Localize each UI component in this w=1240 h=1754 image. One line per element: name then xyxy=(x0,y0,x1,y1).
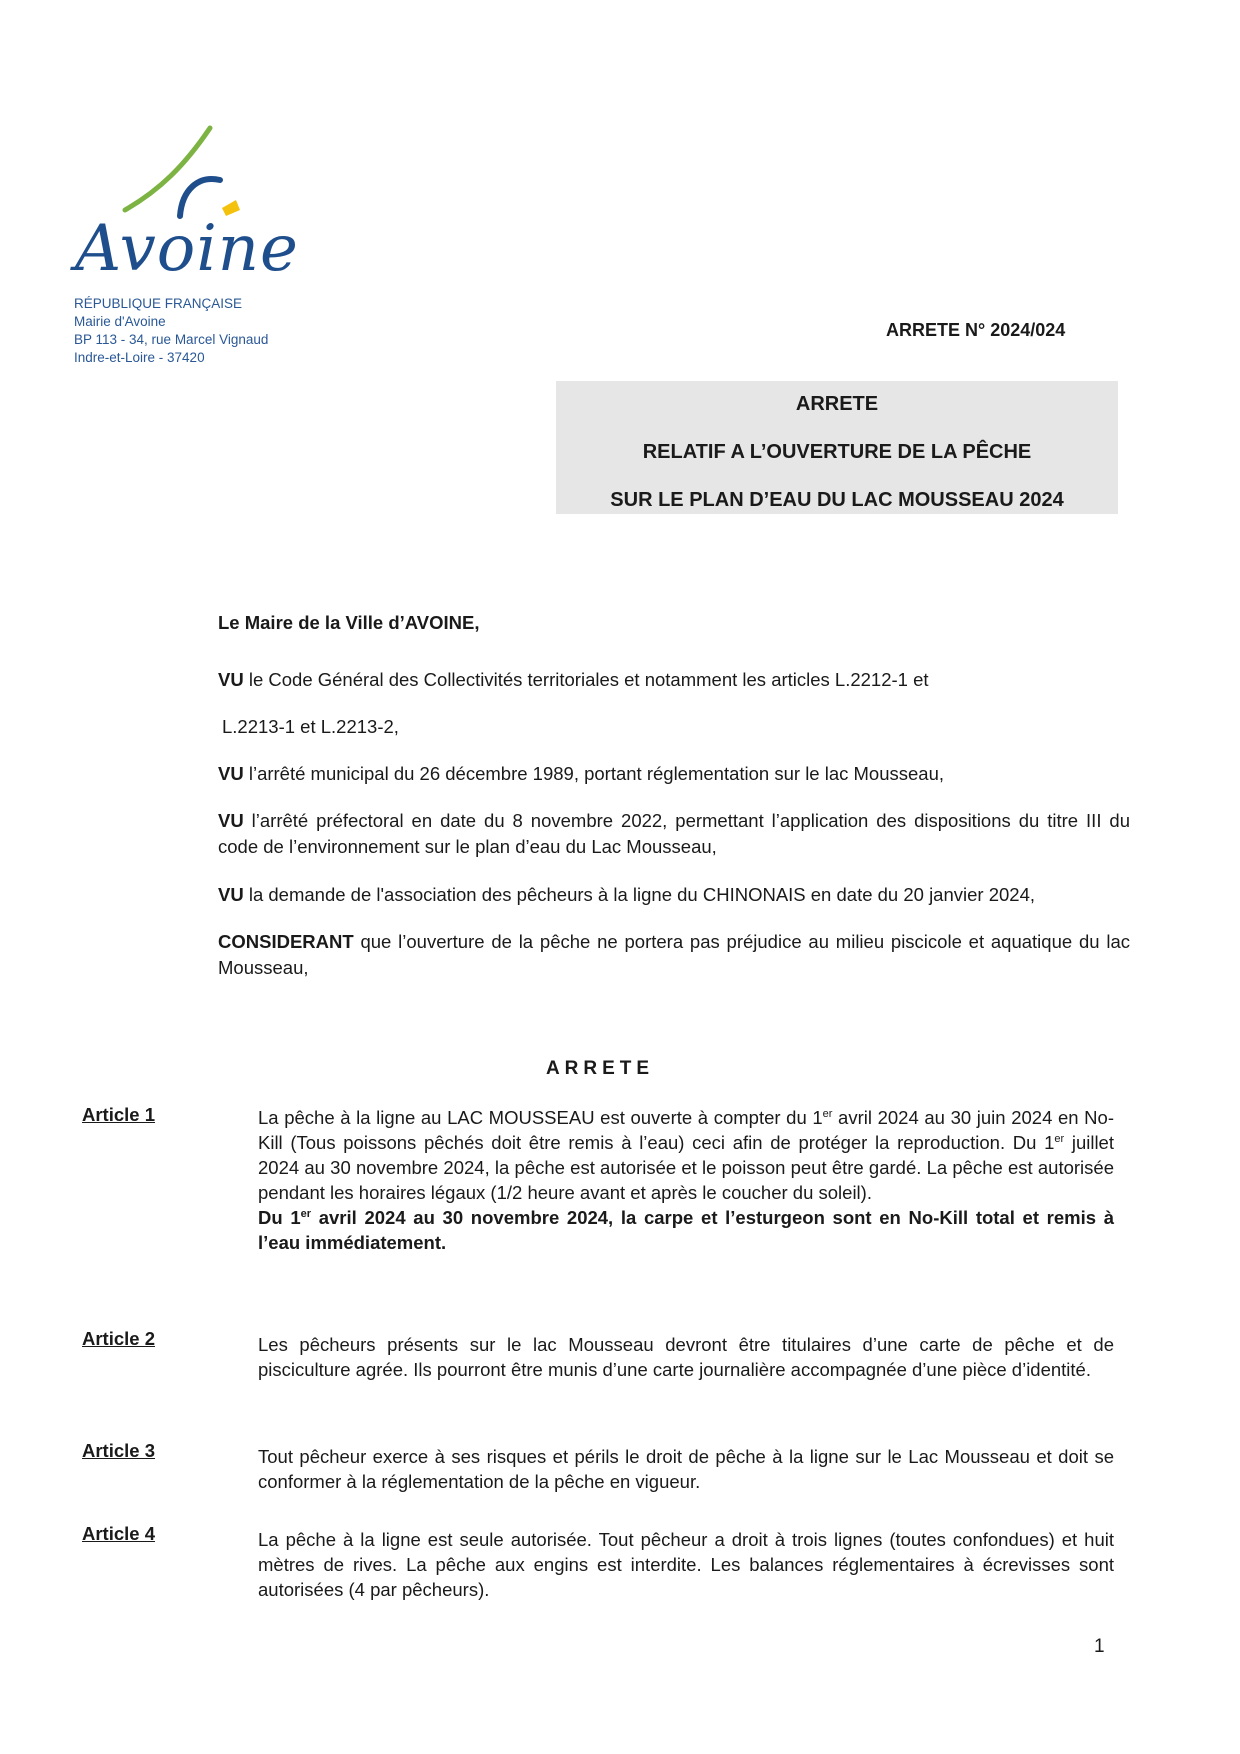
article-1-text-part: avril 2024 au 30 juin 2024 en No-Kill (Tous poissons pêchés doit être remis à l’eau) ceci afin de protéger la reproduction. Du 1 xyxy=(258,1107,1114,1153)
title-line-1: ARRETE xyxy=(795,393,879,415)
logo-wordmark: Avoine xyxy=(75,212,299,286)
article-2-text: Les pêcheurs présents sur le lac Mousseau devront être titulaires d’une carte de pêche et de pisciculture agrée. Ils pourront être munis d’une carte journalière accompagnée d’une pièce d’identité. xyxy=(258,1334,1114,1380)
article-4-text: La pêche à la ligne est seule autorisée. Tout pêcheur a droit à trois lignes (toutes confondues) et huit mètres de rives. La pêche aux engins est interdite. Les balances réglementaires à écrevisses sont autorisées (4 par pêcheurs). xyxy=(258,1529,1114,1600)
vu-text: l’arrêté municipal du 26 décembre 1989, portant réglementation sur le lac Mousseau, xyxy=(243,763,945,784)
address-line-department: Indre-et-Loire - 37420 xyxy=(74,350,205,365)
bold-text-part: avril 2024 au 30 novembre 2024, la carpe et l’esturgeon sont en No-Kill total et remis à l’eau immédiatement. xyxy=(258,1207,1115,1253)
arrete-heading: ARRETE xyxy=(545,1058,655,1079)
title-line-3: SUR LE PLAN D’EAU DU LAC MOUSSEAU 2024 xyxy=(610,489,1064,511)
address-line-republique: RÉPUBLIQUE FRANÇAISE xyxy=(74,296,243,311)
vu-text: l’arrêté préfectoral en date du 8 novembre 2022, permettant l’application des dispositions du titre III du code de l’environnement sur le plan d’eau du Lac Mousseau, xyxy=(218,810,1130,857)
article-1-text-part: juillet 2024 au 30 novembre 2024, la pêche est autorisée et le poisson peut être gardé. La pêche est autorisée pendant les horaires légaux (1/2 heure avant et après le coucher du soleil). xyxy=(258,1132,1114,1203)
article-3-text: Tout pêcheur exerce à ses risques et périls le droit de pêche à la ligne sur le Lac Mousseau et doit se conformer à la réglementation de la pêche en vigueur. xyxy=(258,1446,1114,1492)
considerant-paragraph xyxy=(218,929,1130,981)
considerant-text: que l’ouverture de la pêche ne portera pas préjudice au milieu piscicole et aquatique du lac Mousseau, xyxy=(218,931,1130,978)
superscript: er xyxy=(1054,1132,1065,1145)
vu-label: VU xyxy=(218,763,244,784)
avoine-logo xyxy=(70,120,330,286)
mayor-line: Le Maire de la Ville d’AVOINE, xyxy=(218,612,480,633)
article-3-label: Article 3 xyxy=(82,1440,156,1461)
arrete-reference: ARRETE N° 2024/024 xyxy=(886,320,1066,340)
vu-paragraph-2 xyxy=(218,761,1130,787)
page-number: 1 xyxy=(1094,1636,1105,1657)
article-1-text-part: La pêche à la ligne au LAC MOUSSEAU est ouverte à compter du 1 xyxy=(258,1107,823,1128)
vu-text: le Code Général des Collectivités territoriales et notamment les articles L.2212-1 et xyxy=(243,669,929,690)
article-1-text xyxy=(258,1105,1114,1255)
address-line-street: BP 113 - 34, rue Marcel Vignaud xyxy=(74,332,269,347)
address-line-mairie: Mairie d'Avoine xyxy=(74,314,166,329)
title-line-2: RELATIF A L’OUVERTURE DE LA PÊCHE xyxy=(642,441,1032,463)
vu-paragraph-1-continuation: L.2213-1 et L.2213-2, xyxy=(222,716,399,737)
vu-paragraph-3 xyxy=(218,808,1130,860)
vu-label: VU xyxy=(218,810,244,831)
vu-label: VU xyxy=(218,884,244,905)
mairie-address xyxy=(74,295,268,367)
vu-paragraph-1 xyxy=(218,667,1130,693)
vu-text: la demande de l'association des pêcheurs à la ligne du CHINONAIS en date du 20 janvier 2024, xyxy=(243,884,1036,905)
vu-label: VU xyxy=(218,669,244,690)
superscript: er xyxy=(300,1207,312,1220)
article-4-label: Article 4 xyxy=(82,1523,156,1544)
title-box xyxy=(556,381,1118,514)
considerant-label: CONSIDERANT xyxy=(218,931,354,952)
article-2-label: Article 2 xyxy=(82,1328,156,1349)
bold-text-part: Du 1 xyxy=(258,1207,301,1228)
vu-paragraph-4 xyxy=(218,882,1130,908)
article-1-bold-notice xyxy=(258,1207,1114,1253)
article-1-label: Article 1 xyxy=(82,1104,156,1125)
superscript: er xyxy=(822,1107,833,1120)
